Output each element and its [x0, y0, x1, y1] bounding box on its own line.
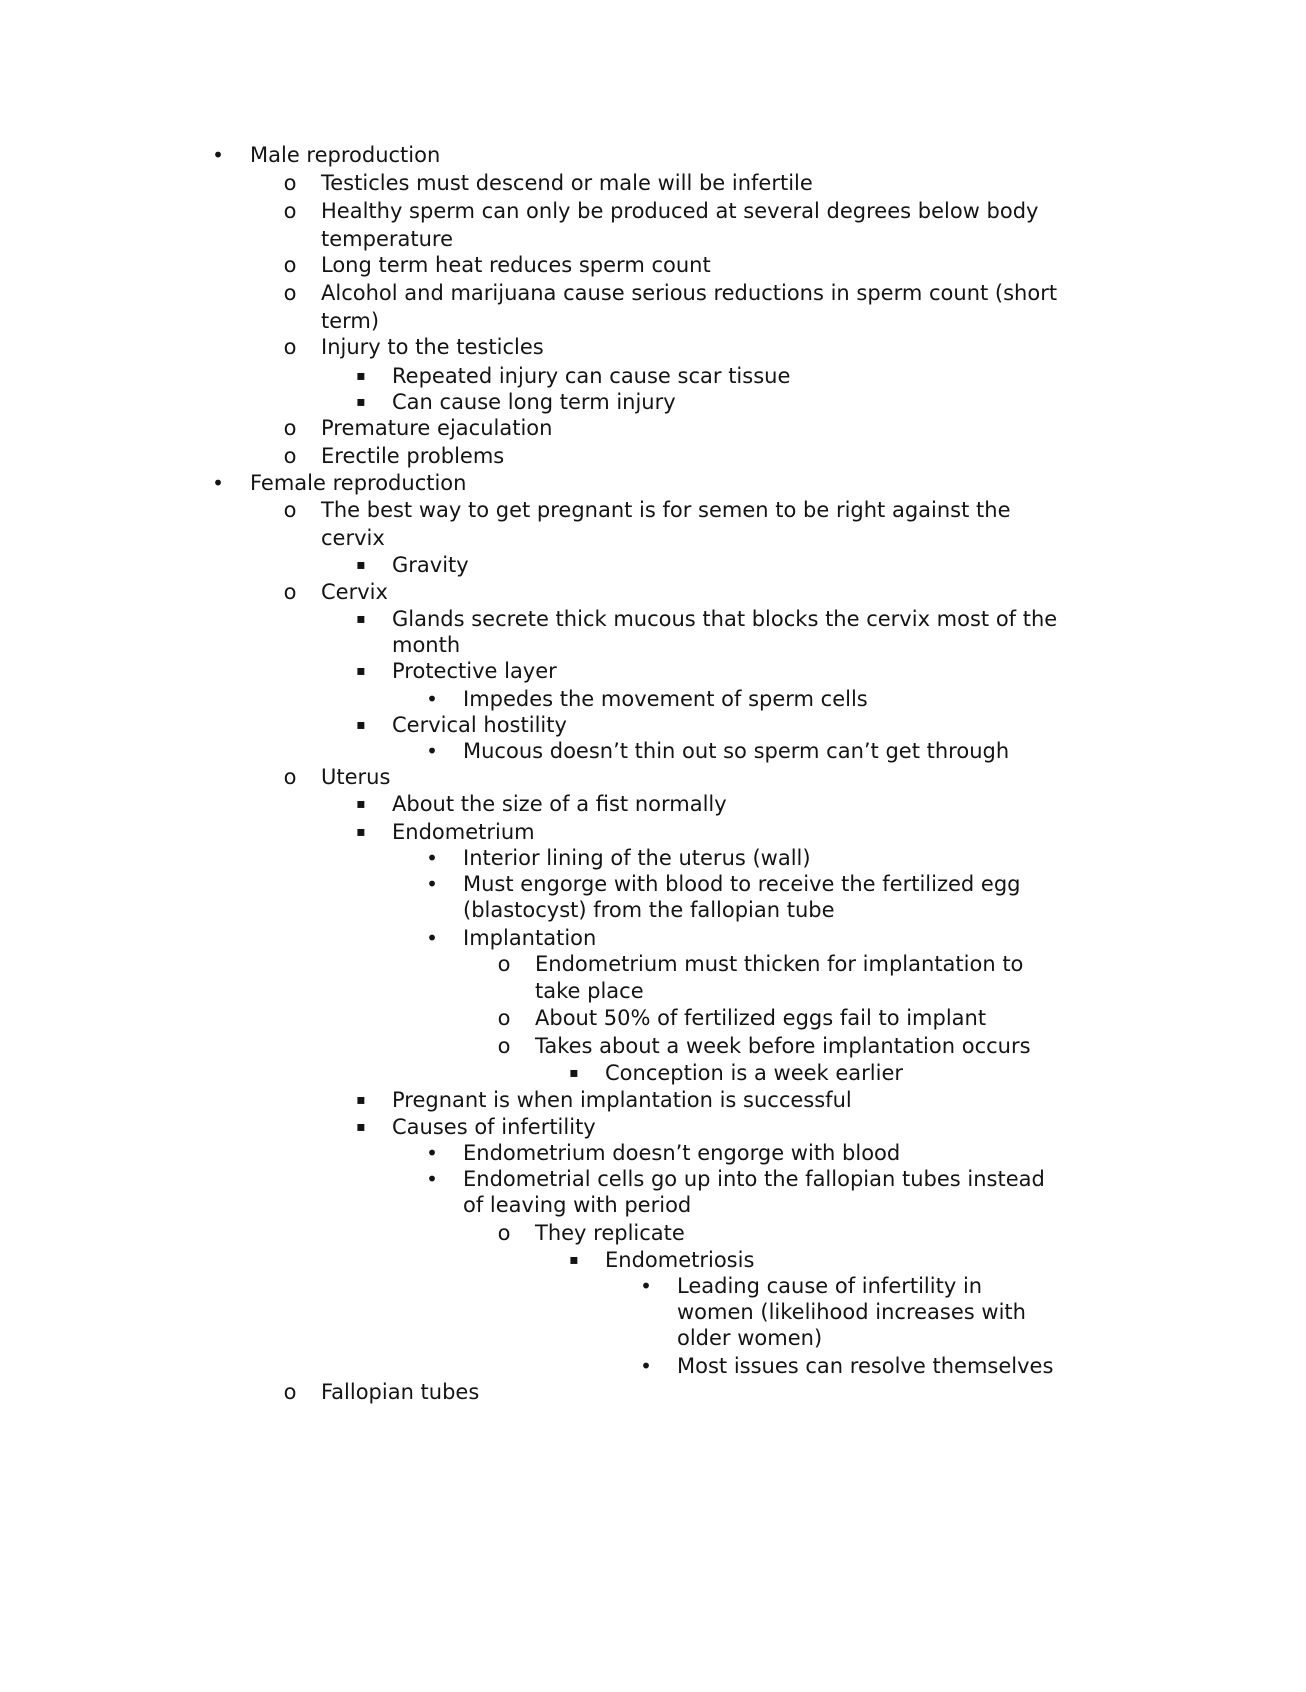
outline-text: About 50% of fertilized eggs fail to implant	[535, 1006, 987, 1030]
outline-text: Erectile problems	[321, 444, 505, 468]
outline-text: Long term heat reduces sperm count	[321, 253, 711, 277]
outline-text: Gravity	[392, 553, 469, 577]
bullet-marker: o	[283, 171, 297, 195]
outline-text: Cervical hostility	[392, 713, 567, 737]
outline-text: Fallopian tubes	[321, 1380, 480, 1404]
outline-text: Endometriosis	[605, 1248, 755, 1272]
outline-text: About the size of a fist normally	[392, 792, 727, 816]
outline-text: Alcohol and marijuana cause serious reductions in sperm count (short	[321, 281, 1058, 305]
bullet-marker: ▪	[356, 717, 366, 733]
outline-text: Glands secrete thick mucous that blocks the cervix most of the	[392, 607, 1058, 631]
outline-text: The best way to get pregnant is for semen to be right against the	[321, 498, 1011, 522]
bullet-marker: o	[497, 952, 511, 976]
bullet-marker: o	[283, 199, 297, 223]
bullet-marker: o	[283, 498, 297, 522]
bullet-marker: o	[283, 416, 297, 440]
bullet-marker: o	[283, 253, 297, 277]
outline-text: Interior lining of the uterus (wall)	[463, 846, 811, 870]
bullet-marker: o	[283, 580, 297, 604]
outline-text: (blastocyst) from the fallopian tube	[463, 898, 835, 922]
bullet-marker: ▪	[356, 557, 366, 573]
bullet-marker: o	[497, 1006, 511, 1030]
outline-text: Can cause long term injury	[392, 390, 676, 414]
bullet-marker: •	[426, 872, 438, 896]
outline-text: Repeated injury can cause scar tissue	[392, 364, 791, 388]
outline-text: Leading cause of infertility in	[677, 1274, 983, 1298]
outline-text: Injury to the testicles	[321, 335, 544, 359]
outline-text: Endometrium must thicken for implantation to	[535, 952, 1024, 976]
outline-text: Premature ejaculation	[321, 416, 553, 440]
outline-text: Healthy sperm can only be produced at several degrees below body	[321, 199, 1039, 223]
outline-text: older women)	[677, 1326, 823, 1350]
bullet-marker: o	[283, 444, 297, 468]
outline-text: term)	[321, 309, 380, 333]
outline-text: Male reproduction	[250, 143, 441, 167]
bullet-marker: o	[283, 335, 297, 359]
bullet-marker: ▪	[569, 1065, 579, 1081]
bullet-marker: o	[283, 1380, 297, 1404]
outline-text: Endometrium doesn’t engorge with blood	[463, 1141, 901, 1165]
bullet-marker: •	[212, 143, 224, 167]
bullet-marker: o	[497, 1034, 511, 1058]
bullet-marker: •	[426, 846, 438, 870]
outline-text: temperature	[321, 227, 453, 251]
outline-text: Protective layer	[392, 659, 557, 683]
outline-text: Implantation	[463, 926, 597, 950]
outline-text: Cervix	[321, 580, 388, 604]
bullet-marker: ▪	[356, 1119, 366, 1135]
bullet-marker: ▪	[356, 611, 366, 627]
bullet-marker: ▪	[356, 663, 366, 679]
bullet-marker: •	[426, 1141, 438, 1165]
outline-text: Causes of infertility	[392, 1115, 596, 1139]
bullet-marker: •	[426, 739, 438, 763]
outline-text: Must engorge with blood to receive the fertilized egg	[463, 872, 1021, 896]
outline-text: Most issues can resolve themselves	[677, 1354, 1054, 1378]
bullet-marker: •	[212, 471, 224, 495]
bullet-marker: •	[426, 926, 438, 950]
outline-text: Takes about a week before implantation occurs	[535, 1034, 1031, 1058]
outline-text: women (likelihood increases with	[677, 1300, 1026, 1324]
outline-text: They replicate	[535, 1221, 685, 1245]
bullet-marker: •	[426, 687, 438, 711]
bullet-marker: o	[497, 1221, 511, 1245]
bullet-marker: ▪	[356, 368, 366, 384]
outline-text: Female reproduction	[250, 471, 467, 495]
outline-text: Mucous doesn’t thin out so sperm can’t get through	[463, 739, 1010, 763]
outline-text: Uterus	[321, 765, 391, 789]
outline-text: Conception is a week earlier	[605, 1061, 904, 1085]
outline-text: Pregnant is when implantation is successful	[392, 1088, 852, 1112]
bullet-marker: ▪	[356, 394, 366, 410]
bullet-marker: •	[426, 1167, 438, 1191]
bullet-marker: ▪	[569, 1252, 579, 1268]
bullet-marker: •	[640, 1354, 652, 1378]
outline-text: cervix	[321, 526, 385, 550]
outline-text: take place	[535, 979, 644, 1003]
bullet-marker: o	[283, 765, 297, 789]
outline-text: Testicles must descend or male will be infertile	[321, 171, 813, 195]
bullet-marker: ▪	[356, 796, 366, 812]
outline-text: Endometrium	[392, 820, 535, 844]
outline-text: of leaving with period	[463, 1193, 692, 1217]
bullet-marker: ▪	[356, 824, 366, 840]
bullet-marker: o	[283, 281, 297, 305]
outline-text: Impedes the movement of sperm cells	[463, 687, 868, 711]
outline-text: Endometrial cells go up into the fallopian tubes instead	[463, 1167, 1045, 1191]
bullet-marker: •	[640, 1274, 652, 1298]
outline-text: month	[392, 633, 461, 657]
bullet-marker: ▪	[356, 1092, 366, 1108]
